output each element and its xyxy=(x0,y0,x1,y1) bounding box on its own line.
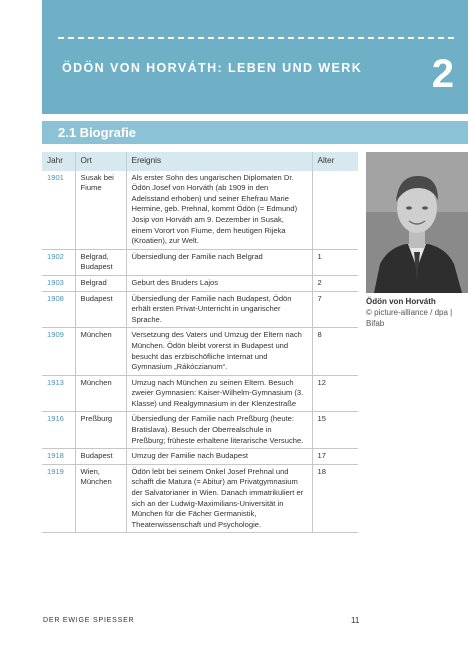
year-cell: 1902 xyxy=(42,249,75,275)
year-cell: 1903 xyxy=(42,275,75,291)
place-cell: Belgrad, Budapest xyxy=(75,249,126,275)
place-cell: Wien, München xyxy=(75,464,126,533)
year-cell: 1919 xyxy=(42,464,75,533)
place-cell: Budapest xyxy=(75,291,126,328)
table-row xyxy=(42,328,358,375)
table-row xyxy=(42,171,358,250)
place-cell: Belgrad xyxy=(75,275,126,291)
portrait-illustration xyxy=(366,152,468,293)
event-cell: Als erster Sohn des ungarischen Diplomaten Dr. Ödön Josef von Horváth (ab 1909 in den Adelsstand erhoben) und seiner Ehefrau Marie Hermine, geb. Prehnal, kommt Ödön (= Edmund) Josip von Horváth am 9. Dezember in Susak, einem Vorort von Fiume, dem heutigen Rijeka (Kroatien), zur Welt. xyxy=(126,171,312,250)
event-cell: Übersiedlung der Familie nach Budapest, Ödön erhält ersten Privat-Unterricht in ungarischer Sprache. xyxy=(126,291,312,328)
place-cell: Budapest xyxy=(75,449,126,465)
place-cell: München xyxy=(75,328,126,375)
age-cell: 2 xyxy=(312,275,358,291)
event-cell: Umzug der Familie nach Budapest xyxy=(126,449,312,465)
chapter-number: 2 xyxy=(431,52,454,96)
table-row xyxy=(42,464,358,533)
age-cell: 15 xyxy=(312,412,358,449)
year-cell: 1901 xyxy=(42,171,75,250)
event-cell: Geburt des Bruders Lajos xyxy=(126,275,312,291)
section-bar xyxy=(42,121,468,144)
table-row xyxy=(42,275,358,291)
year-cell: 1908 xyxy=(42,291,75,328)
column-header-ereignis: Ereignis xyxy=(126,152,312,171)
author-portrait-photo xyxy=(366,152,468,293)
photo-caption xyxy=(366,296,468,329)
column-header-alter: Alter xyxy=(312,152,358,171)
age-cell: 12 xyxy=(312,375,358,412)
column-header-ort: Ort xyxy=(75,152,126,171)
table-header-row xyxy=(42,152,358,171)
age-cell: 8 xyxy=(312,328,358,375)
table-row xyxy=(42,412,358,449)
event-cell: Übersiedlung der Familie nach Belgrad xyxy=(126,249,312,275)
table-row xyxy=(42,291,358,328)
event-cell: Umzug nach München zu seinen Eltern. Besuch zweier Gymnasien: Kaiser-Wilhelm-Gymnasium (3. Klasse) und Realgymnasium in der Klenzestraße xyxy=(126,375,312,412)
place-cell: Preßburg xyxy=(75,412,126,449)
dashed-divider xyxy=(58,37,454,39)
footer-series-title: DER EWIGE SPIESSER xyxy=(43,617,135,624)
chapter-banner xyxy=(42,0,468,114)
age-cell: 17 xyxy=(312,449,358,465)
place-cell: München xyxy=(75,375,126,412)
biography-table xyxy=(42,152,358,533)
event-cell: Übersiedlung der Familie nach Preßburg (heute: Bratislava). Besuch der Oberrealschule in Preßburg; früheste erhaltene literarische Versuche. xyxy=(126,412,312,449)
column-header-jahr: Jahr xyxy=(42,152,75,171)
section-title: 2.1 Biografie xyxy=(58,125,137,140)
year-cell: 1918 xyxy=(42,449,75,465)
event-cell: Versetzung des Vaters und Umzug der Eltern nach München. Ödön bleibt vorerst in Budapest und besucht das erzbischöfliche Internat und Gymnasium „Rákóczianum“. xyxy=(126,328,312,375)
age-cell: 7 xyxy=(312,291,358,328)
age-cell xyxy=(312,171,358,250)
chapter-title: ÖDÖN VON HORVÁTH: LEBEN UND WERK xyxy=(62,61,363,75)
year-cell: 1909 xyxy=(42,328,75,375)
table-row xyxy=(42,375,358,412)
caption-credit: © picture-alliance / dpa | Bifab xyxy=(366,308,453,328)
event-cell: Ödön lebt bei seinem Onkel Josef Prehnal und schafft die Matura (= Abitur) am Privatgymnasium der Salvatorianer in Wien. Danach immatrikuliert er sich an der Ludwig-Maximilians-Universität in München für die Fächer Germanistik, Theaterwissenschaft und Psychologie. xyxy=(126,464,312,533)
table-row xyxy=(42,249,358,275)
table-row xyxy=(42,449,358,465)
age-cell: 1 xyxy=(312,249,358,275)
caption-name: Ödön von Horváth xyxy=(366,297,436,306)
year-cell: 1913 xyxy=(42,375,75,412)
page-number: 11 xyxy=(351,616,360,625)
year-cell: 1916 xyxy=(42,412,75,449)
age-cell: 18 xyxy=(312,464,358,533)
place-cell: Susak bei Fiume xyxy=(75,171,126,250)
